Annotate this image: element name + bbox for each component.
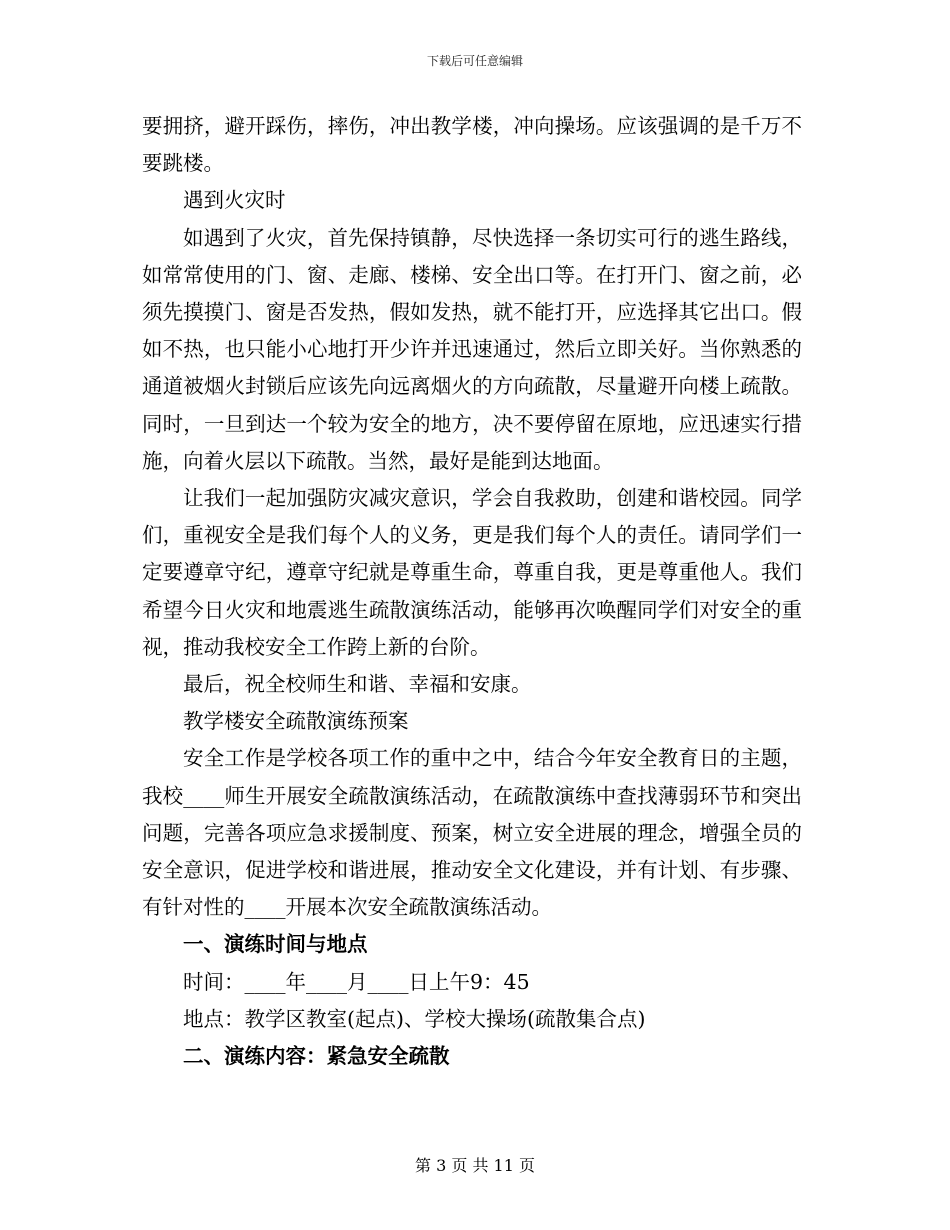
drill-time: 时间：____年____月____日上午9：45 bbox=[183, 969, 530, 994]
page-header: 下载后可任意编辑 bbox=[426, 54, 523, 68]
paragraph-plan-intro: 安全工作是学校各项工作的重中之中，结合今年安全教育日的主题，我校____师生开展安全疏散演练活动，在疏散演练中查找薄弱环节和突出问题，完善各项应急求援制度、预案，树立安全进展的理念，增强全员的安全意识，促进学校和谐进展，推动安全文化建设，并有计划、有步骤、有针对性的____开展本次安全疏散演练活动。 bbox=[142, 746, 802, 920]
document-body bbox=[142, 108, 802, 1075]
paragraph-closing-wish: 最后，祝全校师生和谐、幸福和安康。 bbox=[183, 672, 532, 697]
section-heading-drill-content: 二、演练内容：紧急安全疏散 bbox=[183, 1044, 450, 1069]
paragraph-continued: 要拥挤，避开踩伤，摔伤，冲出教学楼，冲向操场。应该强调的是千万不要跳楼。 bbox=[142, 114, 802, 176]
drill-location: 地点：教学区教室(起点)、学校大操场(疏散集合点) bbox=[183, 1006, 646, 1031]
section-heading-time-place: 一、演练时间与地点 bbox=[183, 932, 368, 957]
section-title-fire: 遇到火灾时 bbox=[183, 188, 286, 213]
paragraph-fire-escape: 如遇到了火灾，首先保持镇静，尽快选择一条切实可行的逃生路线，如常常使用的门、窗、走廊、楼梯、安全出口等。在打开门、窗之前，必须先摸摸门、窗是否发热，假如发热，就不能打开，应选择其它出口。假如不热，也只能小心地打开少许并迅速通过，然后立即关好。当你熟悉的通道被烟火封锁后应该先向远离烟火的方向疏散，尽量避开向楼上疏散。同时，一旦到达一个较为安全的地方，决不要停留在原地，应迅速实行措施，向着火层以下疏散。当然，最好是能到达地面。 bbox=[142, 225, 802, 473]
document-subtitle: 教学楼安全疏散演练预案 bbox=[183, 709, 409, 734]
paragraph-safety-awareness: 让我们一起加强防灾减灾意识，学会自我救助，创建和谐校园。同学们，重视安全是我们每个人的义务，更是我们每个人的责任。请同学们一定要遵章守纪，遵章守纪就是尊重生命，尊重自我，更是尊重他人。我们希望今日火灾和地震逃生疏散演练活动，能够再次唤醒同学们对安全的重视，推动我校安全工作跨上新的台阶。 bbox=[142, 486, 802, 659]
page-number: 第 3 页 共 11 页 bbox=[415, 1156, 535, 1175]
